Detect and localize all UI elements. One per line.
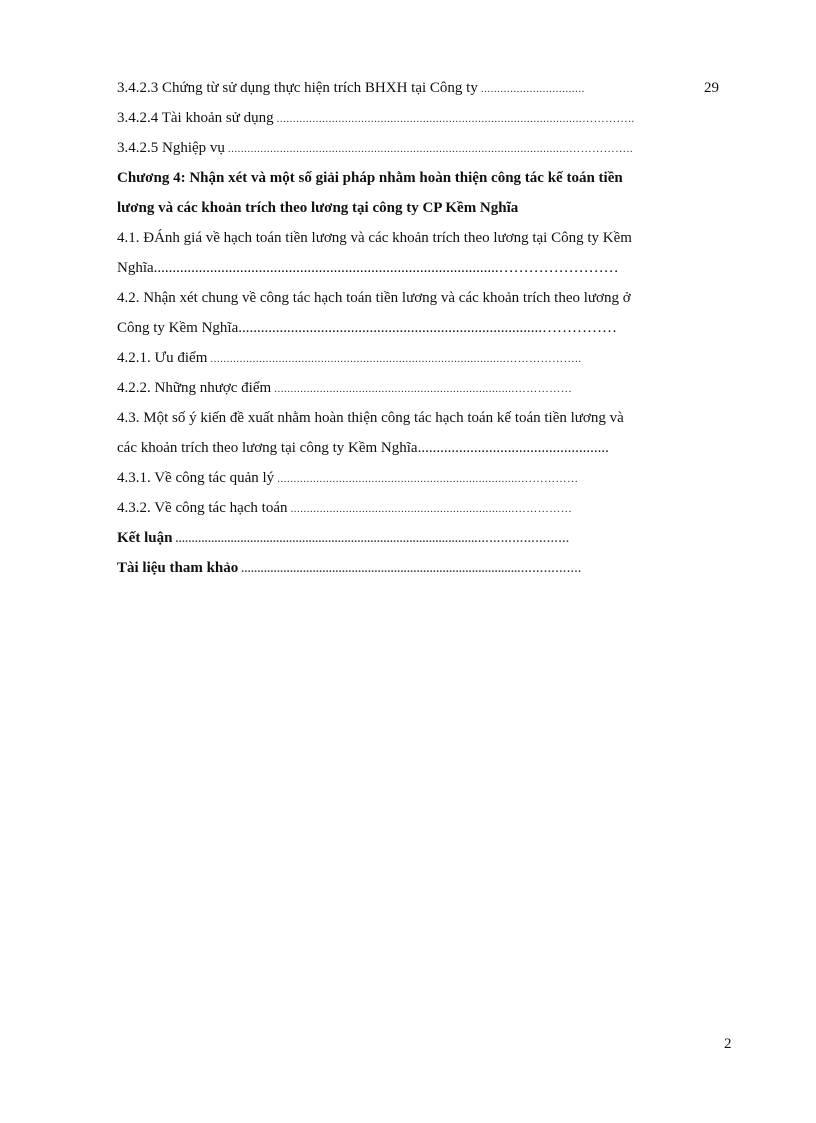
toc-entry-line2: Công ty Kềm Nghĩa [117,320,239,336]
toc-entry-label: 4.2.2. Những nhược điểm [117,380,272,396]
toc-entry-label: 4.3.1. Về công tác quản lý [117,470,275,486]
toc-entry-line2: Nghĩa [117,260,154,276]
toc-entry-3-4-2-5[interactable] [117,133,702,163]
table-of-contents [117,73,739,583]
toc-entry-4-3-1[interactable] [117,463,690,493]
toc-entry-3-4-2-4[interactable] [117,103,702,133]
toc-entry-label: 4.3.2. Về công tác hạch toán [117,500,288,516]
toc-leader: .........................................................................................................…………….. [227,143,634,155]
toc-leader: .................................................................................…………… [238,320,617,336]
toc-leader: .............................................................................................…………………… [175,533,570,545]
toc-entry-3-4-2-3[interactable] [117,73,719,103]
toc-leader: ..........................................................................…………… [274,383,573,395]
toc-leader: ...........................................................................................……………….. [210,353,582,365]
toc-entry-conclusion[interactable] [117,523,702,553]
toc-entry-line1: 4.2. Nhận xét chung về công tác hạch toán tiền lương và các khoản trích theo lương ở [117,290,631,306]
toc-entry-4-1[interactable] [117,223,739,283]
toc-leader: ................................ [480,83,585,95]
toc-entry-4-2-1[interactable] [117,343,690,373]
toc-entry-label: 4.2.1. Ưu điểm [117,350,208,366]
toc-entry-label: Tài liệu tham khảo [117,560,239,576]
toc-leader: ............................................................................................…………………… [153,260,619,276]
toc-entry-line2: các khoản trích theo lương tại công ty Kềm Nghĩa [117,440,418,456]
toc-leader: ..............................................................................................………….. [276,113,635,125]
toc-leader: ...........................................................................…………… [277,473,579,485]
toc-entry-line1: 4.3. Một số ý kiến đề xuất nhằm hoàn thiện công tác hạch toán kế toán tiền lương và [117,410,624,426]
chapter-heading-line2: lương và các khoản trích theo lương tại công ty CP Kềm Nghĩa [117,200,519,216]
toc-entry-4-3-2[interactable] [117,493,690,523]
toc-page-number: 29 [704,80,719,96]
toc-entry-line1: 4.1. ĐÁnh giá về hạch toán tiền lương và các khoản trích theo lương tại Công ty Kềm [117,230,632,246]
toc-entry-4-2-2[interactable] [117,373,690,403]
toc-entry-references[interactable] [117,553,702,583]
toc-leader: ......................................................................................……………. [241,563,582,575]
toc-leader: .....................................................................…………… [290,503,573,515]
toc-leader: ................................................... [417,440,609,456]
toc-entry-4-3[interactable] [117,403,739,463]
chapter-heading-line1: Chương 4: Nhận xét và một số giải pháp nhằm hoàn thiện công tác kế toán tiền [117,170,623,186]
toc-entry-label: 3.4.2.4 Tài khoản sử dụng [117,110,274,126]
toc-chapter-4[interactable] [117,163,739,223]
toc-entry-4-2[interactable] [117,283,739,343]
page-number: 2 [724,1036,732,1052]
toc-entry-label: 3.4.2.3 Chứng từ sử dụng thực hiện trích BHXH tại Công ty [117,80,478,96]
toc-entry-label: Kết luận [117,530,173,546]
toc-entry-label: 3.4.2.5 Nghiệp vụ [117,140,225,156]
